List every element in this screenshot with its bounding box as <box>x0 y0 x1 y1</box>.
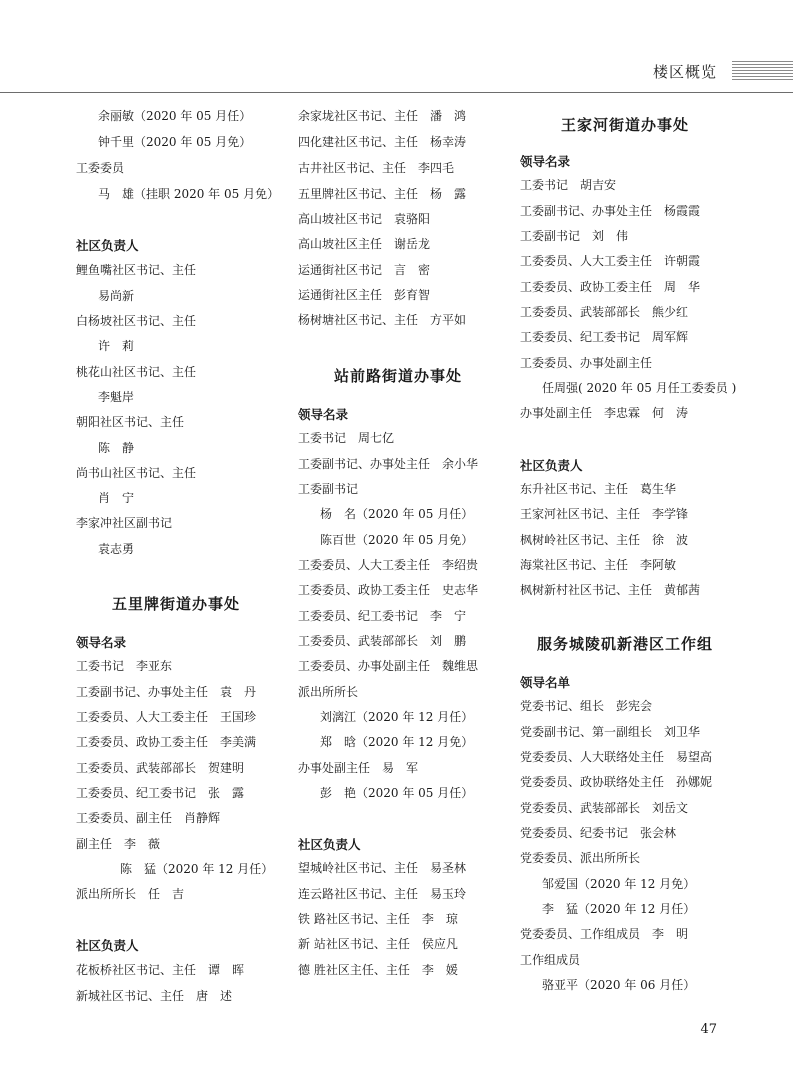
text-line: 工委委员、办事处副主任 <box>520 356 653 370</box>
text-line: 刘漓江（2020 年 12 月任） <box>320 710 474 724</box>
text-line: 易尚新 <box>98 289 135 303</box>
text-line: 高山坡社区书记 袁骆阳 <box>298 212 431 226</box>
text-line: 东升社区书记、主任 葛生华 <box>520 482 677 496</box>
text-line: 副主任 李 薇 <box>76 837 161 851</box>
text-line: 朝阳社区书记、主任 <box>76 415 185 429</box>
text-line: 花板桥社区书记、主任 谭 晖 <box>76 963 245 977</box>
subsection-title: 领导名录 <box>298 407 349 422</box>
text-line: 工委委员、武装部部长 贺建明 <box>76 761 245 775</box>
text-line: 陈 静 <box>98 441 135 455</box>
text-line: 办事处副主任 易 军 <box>298 761 419 775</box>
header-rule <box>0 92 793 93</box>
text-line: 工委委员、副主任 肖静辉 <box>76 811 221 825</box>
text-line: 党委副书记、第一副组长 刘卫华 <box>520 725 701 739</box>
text-line: 运通街社区主任 彭育智 <box>298 288 431 302</box>
text-line: 肖 宁 <box>98 491 135 505</box>
text-line: 铁 路社区书记、主任 李 琼 <box>298 912 458 926</box>
section-heading: 站前路街道办事处 <box>333 367 462 385</box>
text-line: 杨 名（2020 年 05 月任） <box>320 507 474 521</box>
text-line: 工作组成员 <box>520 953 581 967</box>
subsection-title: 领导名录 <box>76 635 127 650</box>
text-line: 彭 艳（2020 年 05 月任） <box>320 786 474 800</box>
text-line: 运通街社区书记 言 密 <box>298 263 431 277</box>
text-line: 派出所所长 任 吉 <box>76 887 185 901</box>
text-line: 党委委员、人大联络处主任 易望高 <box>520 750 713 764</box>
text-line: 办事处副主任 李忠霖 何 涛 <box>520 406 689 420</box>
text-line: 王家河社区书记、主任 李学锋 <box>520 507 689 521</box>
column-left <box>76 100 280 1020</box>
text-line: 桃花山社区书记、主任 <box>76 365 197 379</box>
text-line: 高山坡社区主任 谢岳龙 <box>298 237 431 251</box>
text-line: 杨树塘社区书记、主任 方平如 <box>298 313 467 327</box>
subsection-title: 社区负责人 <box>298 837 361 852</box>
text-line: 工委书记 李亚东 <box>76 659 173 673</box>
subsection-title: 领导名单 <box>520 675 571 690</box>
text-line: 任周强( 2020 年 05 月任工委委员 ) <box>542 381 737 395</box>
text-line: 工委委员、纪工委书记 张 露 <box>76 786 245 800</box>
text-line: 枫树岭社区书记、主任 徐 波 <box>520 533 689 547</box>
text-line: 白杨坡社区书记、主任 <box>76 314 197 328</box>
text-line: 海棠社区书记、主任 李阿敏 <box>520 558 677 572</box>
text-line: 党委委员、政协联络处主任 孙娜妮 <box>520 775 713 789</box>
text-line: 派出所所长 <box>298 685 359 699</box>
text-line: 五里牌社区书记、主任 杨 露 <box>298 187 467 201</box>
text-line: 工委副书记、办事处主任 杨霞霞 <box>520 204 701 218</box>
text-line: 党委书记、组长 彭宪会 <box>520 699 653 713</box>
text-line: 郑 晗（2020 年 12 月免） <box>320 735 474 749</box>
text-line: 工委副书记 <box>298 482 359 496</box>
text-line: 鲤鱼嘴社区书记、主任 <box>76 263 197 277</box>
column-middle <box>298 100 498 1000</box>
text-line: 袁志勇 <box>98 542 135 556</box>
text-line: 陈 猛（2020 年 12 月任） <box>120 862 274 876</box>
subsection-title: 社区负责人 <box>76 238 139 253</box>
text-line: 李 猛（2020 年 12 月任） <box>542 902 696 916</box>
section-heading: 服务城陵矶新港区工作组 <box>536 635 713 653</box>
text-line: 党委委员、纪委书记 张会林 <box>520 826 677 840</box>
text-line: 余丽敏（2020 年 05 月任） <box>98 109 252 123</box>
text-line: 钟千里（2020 年 05 月免） <box>98 135 252 149</box>
text-line: 工委委员、武装部部长 刘 鹏 <box>298 634 467 648</box>
text-line: 工委委员、政协工委主任 周 华 <box>520 280 701 294</box>
text-line: 新 站社区书记、主任 侯应凡 <box>298 937 458 951</box>
text-line: 党委委员、武装部部长 刘岳文 <box>520 801 689 815</box>
text-line: 工委委员 <box>76 161 125 175</box>
text-line: 党委委员、工作组成员 李 明 <box>520 927 689 941</box>
text-line: 望城岭社区书记、主任 易圣林 <box>298 861 467 875</box>
section-title: 楼区概览 <box>652 63 717 81</box>
text-line: 德 胜社区主任、主任 李 媛 <box>298 963 458 977</box>
text-line: 工委委员、人大工委主任 李绍贵 <box>298 558 479 572</box>
text-line: 工委书记 胡吉安 <box>520 178 617 192</box>
subsection-title: 领导名录 <box>520 154 571 169</box>
page-number: 47 <box>700 1022 717 1037</box>
text-line: 工委委员、武装部部长 熊少红 <box>520 305 689 319</box>
text-line: 工委副书记、办事处主任 袁 丹 <box>76 685 257 699</box>
text-line: 枫树新村社区书记、主任 黄郁茜 <box>520 583 701 597</box>
text-line: 工委委员、办事处副主任 魏维思 <box>298 659 479 673</box>
header-stripes-decoration <box>732 61 793 81</box>
text-line: 工委副书记、办事处主任 余小华 <box>298 457 479 471</box>
text-line: 工委副书记 刘 伟 <box>520 229 629 243</box>
text-line: 连云路社区书记、主任 易玉玲 <box>298 887 467 901</box>
text-line: 工委书记 周七亿 <box>298 431 395 445</box>
text-line: 工委委员、纪工委书记 李 宁 <box>298 609 467 623</box>
text-line: 李家冲社区副书记 <box>76 516 173 530</box>
text-line: 李魁岸 <box>98 390 135 404</box>
column-right <box>520 100 737 1020</box>
section-heading: 五里牌街道办事处 <box>111 595 240 613</box>
text-line: 工委委员、政协工委主任 李美满 <box>76 735 257 749</box>
text-line: 新城社区书记、主任 唐 述 <box>76 989 233 1003</box>
text-line: 邹爱国（2020 年 12 月免） <box>542 877 696 891</box>
subsection-title: 社区负责人 <box>520 458 583 473</box>
text-line: 许 莉 <box>98 339 135 353</box>
text-line: 工委委员、政协工委主任 史志华 <box>298 583 479 597</box>
text-line: 四化建社区书记、主任 杨幸涛 <box>298 135 467 149</box>
text-line: 尚书山社区书记、主任 <box>76 466 197 480</box>
text-line: 骆亚平（2020 年 06 月任） <box>542 978 696 992</box>
section-heading: 王家河街道办事处 <box>560 116 689 134</box>
text-line: 工委委员、人大工委主任 许朝霞 <box>520 254 701 268</box>
subsection-title: 社区负责人 <box>76 938 139 953</box>
text-line: 余家垅社区书记、主任 潘 鸿 <box>298 109 467 123</box>
running-header <box>0 52 793 92</box>
text-line: 工委委员、人大工委主任 王国珍 <box>76 710 257 724</box>
text-line: 工委委员、纪工委书记 周军辉 <box>520 330 689 344</box>
text-line: 古井社区书记、主任 李四毛 <box>298 161 455 175</box>
text-line: 陈百世（2020 年 05 月免） <box>320 533 474 547</box>
text-line: 党委委员、派出所所长 <box>520 851 641 865</box>
text-line: 马 雄（挂职 2020 年 05 月免） <box>98 187 280 201</box>
